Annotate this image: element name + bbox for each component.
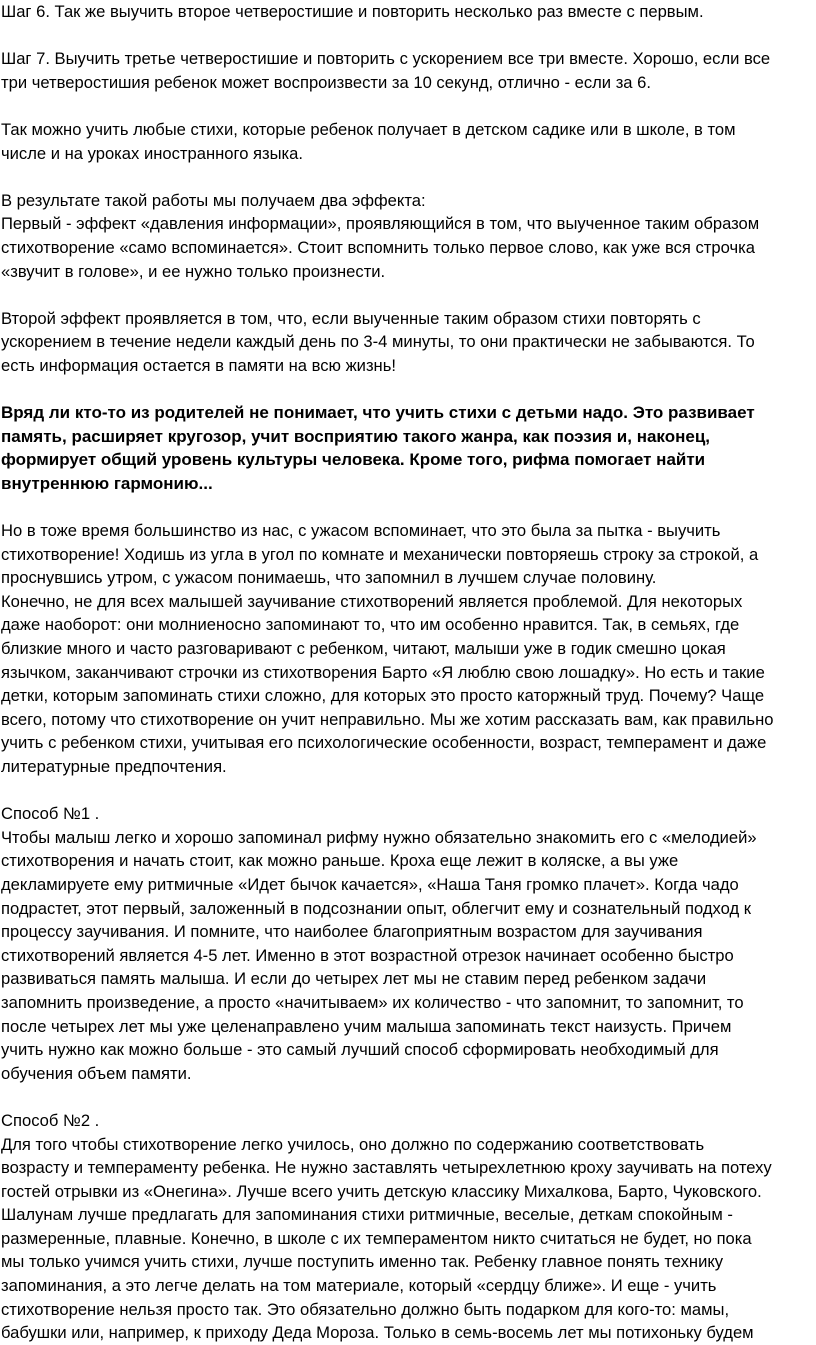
- text-line: обучения объем памяти.: [1, 1063, 192, 1083]
- text-line: возрасту и темпераменту ребенка. Не нужно заставлять четырехлетнюю кроху заучивать на потеху: [1, 1158, 772, 1178]
- text-line: внутреннюю гармонию...: [1, 473, 213, 493]
- text-line: детки, которым запоминать стихи сложно, для которых это просто каторжный труд. Почему? Чаще: [1, 686, 765, 706]
- paragraph-gap: [1, 378, 816, 402]
- any-poems-paragraph: [1, 118, 816, 165]
- step-7-paragraph: [1, 47, 816, 94]
- bold-summary-paragraph: [1, 401, 816, 495]
- text-line: Шаг 6. Так же выучить второе четверостишие и повторить несколько раз вместе с первым.: [1, 2, 704, 21]
- second-effect-paragraph: [1, 307, 816, 378]
- text-line: Конечно, не для всех малышей заучивание стихотворений является проблемой. Для некоторых: [1, 591, 743, 611]
- text-line: декламируете ему ритмичные «Идет бычок качается», «Наша Таня громко плачет». Когда чадо: [1, 874, 739, 894]
- paragraph-gap: [1, 94, 816, 118]
- text-line: учить нужно как можно больше - это самый лучший способ сформировать необходимый для: [1, 1040, 719, 1060]
- method-1-paragraph: [1, 802, 816, 1085]
- text-line: подрастет, этот первый, заложенный в подсознании опыт, облегчит ему и сознательный подход к: [1, 898, 752, 918]
- text-line: стихотворение «само вспоминается». Стоит вспомнить только первое слово, как уже вся строчка: [1, 237, 755, 257]
- text-line: есть информация остается в памяти на всю жизнь!: [1, 355, 396, 375]
- text-line: ускорением в течение недели каждый день по 3-4 минуты, то они практически не забываются. То: [1, 332, 755, 352]
- text-line: формирует общий уровень культуры человека. Кроме того, рифма помогает найти: [1, 450, 706, 470]
- text-line: Шаг 7. Выучить третье четверостишие и повторить с ускорением все три вместе. Хорошо, если все: [1, 49, 771, 69]
- text-line: стихотворения и начать стоит, как можно раньше. Кроха еще лежит в коляске, а вы уже: [1, 851, 679, 871]
- text-line: после четырех лет мы уже целенаправлено учим малыша запоминать текст наизусть. Причем: [1, 1016, 732, 1036]
- text-line: Но в тоже время большинство из нас, с ужасом вспоминает, что это была за пытка - выучить: [1, 521, 721, 541]
- text-line: Шалунам лучше предлагать для запоминания стихи ритмичные, веселые, деткам спокойным -: [1, 1205, 733, 1225]
- text-line: даже наоборот: они молниеносно запоминают то, что им особенно нравится. Так, в семьях, где: [1, 615, 740, 635]
- text-line: В результате такой работы мы получаем два эффекта:: [1, 190, 426, 210]
- paragraph-gap: [1, 283, 816, 307]
- two-effects-paragraph: [1, 189, 816, 283]
- text-line: Способ №2 .: [1, 1110, 100, 1130]
- text-line: близкие много и часто разговаривают с ребенком, читают, малыши уже в годик смешно цокая: [1, 639, 726, 659]
- text-line: запоминания, а это легче делать на том материале, который «сердцу ближе». И еще - учить: [1, 1276, 717, 1296]
- text-line: язычком, заканчивают строчки из стихотворения Барто «Я люблю свою лошадку». Но есть и такие: [1, 662, 765, 682]
- text-line: Так можно учить любые стихи, которые ребенок получает в детском садике или в школе, в том: [1, 119, 736, 139]
- text-line: проснувшись утром, с ужасом понимаешь, что запомнил в лучшем случае половину.: [1, 568, 657, 588]
- text-line: всего, потому что стихотворение он учит неправильно. Мы же хотим рассказать вам, как правильно: [1, 709, 774, 729]
- text-line: Первый - эффект «давления информации», проявляющийся в том, что выученное таким образом: [1, 214, 760, 234]
- text-line: стихотворений является 4-5 лет. Именно в этот возрастной отрезок начинает особенно быстро: [1, 945, 734, 965]
- text-line: литературные предпочтения.: [1, 757, 227, 776]
- step-6-paragraph: [1, 0, 816, 24]
- paragraph-gap: [1, 1085, 816, 1109]
- text-line: стихотворение нельзя просто так. Это обязательно должно быть подарком для кого-то: мамы,: [1, 1299, 730, 1319]
- text-line: три четверостишия ребенок может воспроизвести за 10 секунд, отлично - если за 6.: [1, 72, 651, 92]
- text-line: запомнить произведение, а просто «начитываем» их количество - что запомнит, то запомнит, то: [1, 992, 744, 1012]
- text-line: мы только учимся учить стихи, лучше поступить именно так. Ребенку главное понять технику: [1, 1252, 724, 1272]
- text-line: числе и на уроках иностранного языка.: [1, 143, 304, 163]
- paragraph-gap: [1, 779, 816, 803]
- paragraph-gap: [1, 24, 816, 48]
- paragraph-gap: [1, 495, 816, 519]
- text-line: бабушки или, например, к приходу Деда Мороза. Только в семь-восемь лет мы потихоньку будем: [1, 1323, 754, 1343]
- paragraph-gap: [1, 165, 816, 189]
- text-line: Чтобы малыш легко и хорошо запоминал рифму нужно обязательно знакомить его с «мелодией»: [1, 827, 757, 847]
- text-line: Второй эффект проявляется в том, что, если выученные таким образом стихи повторять с: [1, 308, 701, 328]
- text-line: учить с ребенком стихи, учитывая его психологические особенности, возраст, темперамент и даже: [1, 733, 767, 753]
- method-2-paragraph: [1, 1109, 816, 1345]
- text-line: процессу заучивания. И помните, что наиболее благоприятным возрастом для заучивания: [1, 922, 703, 942]
- text-line: память, расширяет кругозор, учит восприятию такого жанра, как поэзия и, наконец,: [1, 426, 710, 446]
- text-line: развиваться память малыша. И если до четырех лет мы не ставим перед ребенком задачи: [1, 969, 707, 989]
- text-line: Для того чтобы стихотворение легко училось, оно должно по содержанию соответствовать: [1, 1134, 705, 1154]
- text-line: Вряд ли кто-то из родителей не понимает, что учить стихи с детьми надо. Это развивает: [1, 403, 755, 423]
- text-line: размеренные, плавные. Конечно, в школе с их темпераментом никто считаться не будет, но пока: [1, 1228, 752, 1248]
- torture-paragraph: [1, 519, 816, 779]
- text-line: Способ №1 .: [1, 804, 100, 824]
- text-line: гостей отрывки из «Онегина». Лучше всего учить детскую классику Михалкова, Барто, Чуковского.: [1, 1181, 762, 1201]
- text-line: «звучит в голове», и ее нужно только произнести.: [1, 261, 386, 281]
- text-line: стихотворение! Ходишь из угла в угол по комнате и механически повторяешь строку за строкой, а: [1, 544, 759, 564]
